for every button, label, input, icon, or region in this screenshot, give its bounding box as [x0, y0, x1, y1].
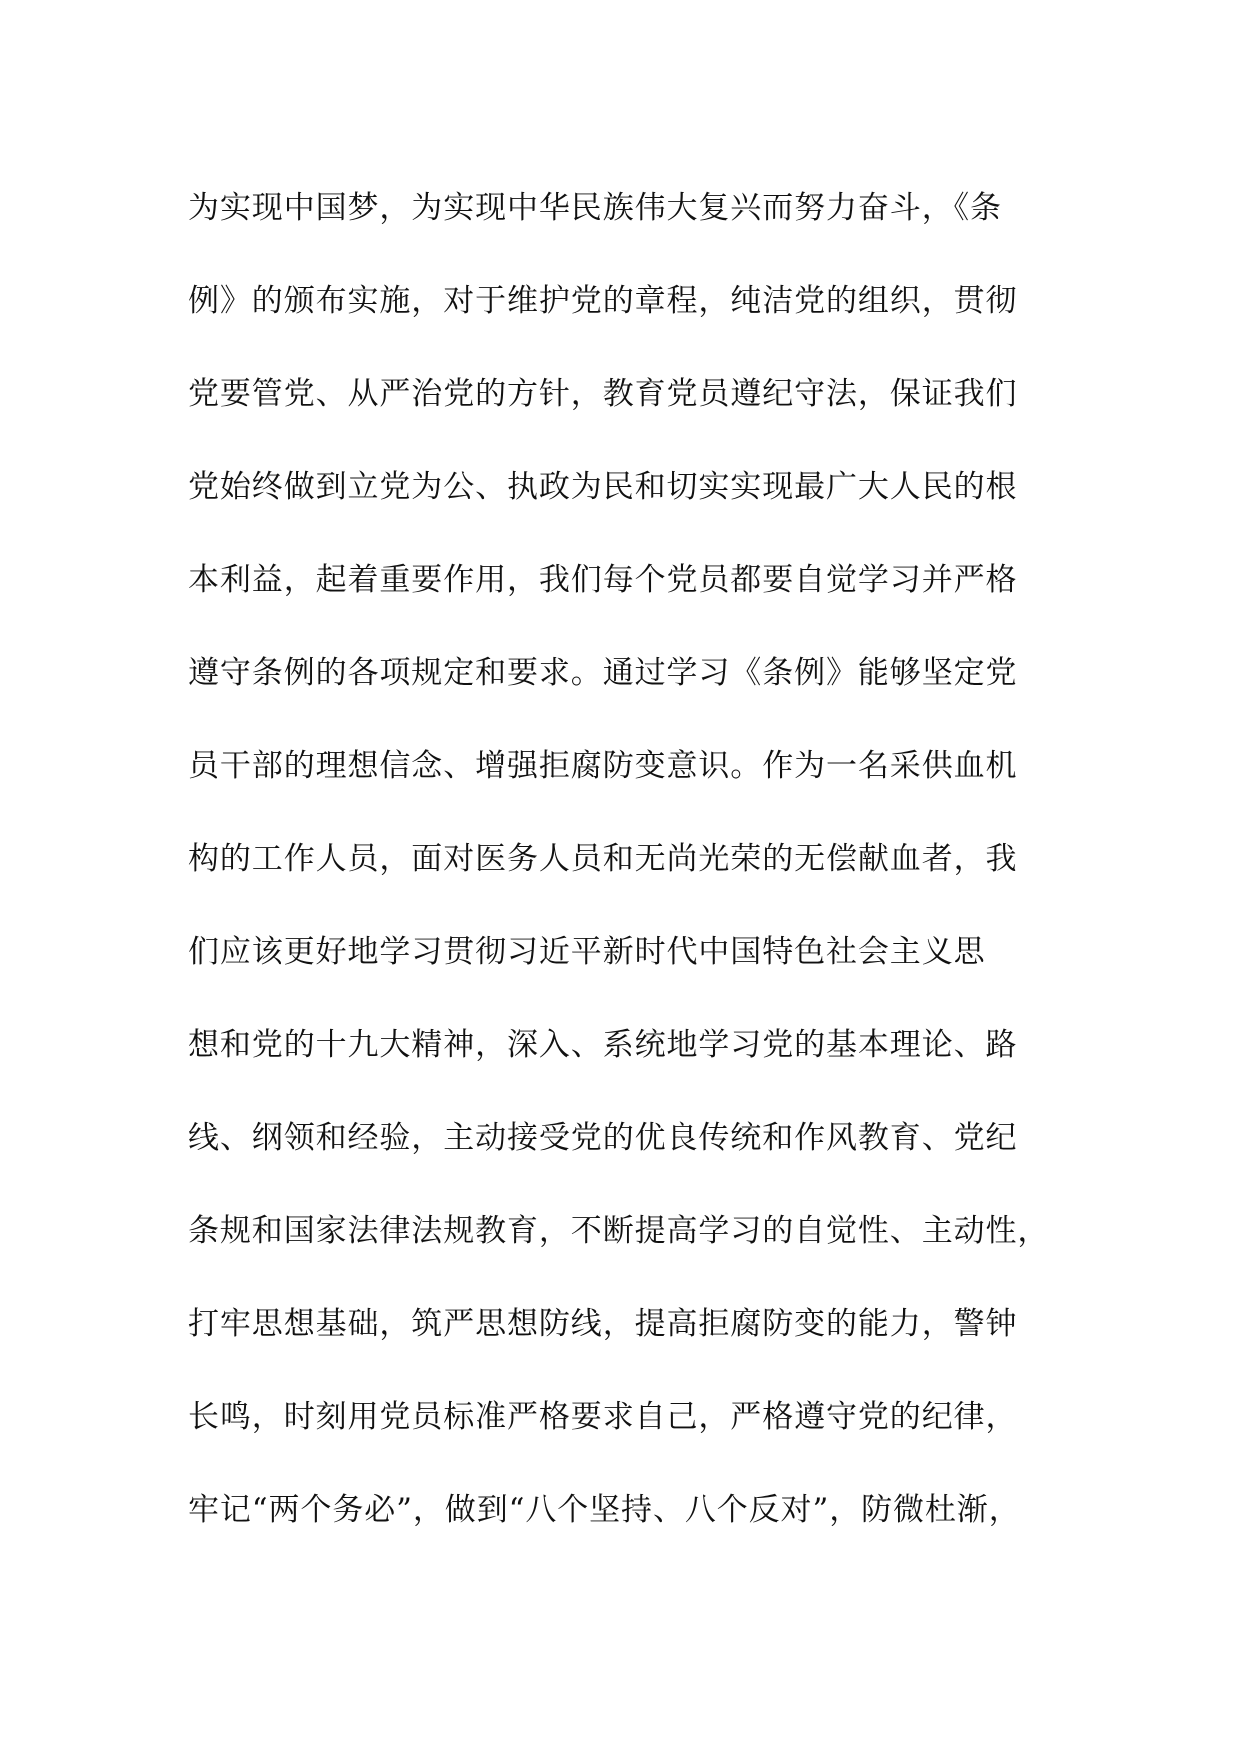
text-line-15: 牢记“两个务必”，做到“八个坚持、八个反对”，防微杜渐， [188, 1492, 1021, 1528]
text-line-2: 例》的颁布实施，对于维护党的章程，纯洁党的组织，贯彻 [188, 283, 1018, 319]
text-line-11: 线、纲领和经验，主动接受党的优良传统和作风教育、党纪 [188, 1120, 1018, 1156]
text-line-7: 员干部的理想信念、增强拒腐防变意识。作为一名采供血机 [188, 748, 1018, 784]
text-line-6: 遵守条例的各项规定和要求。通过学习《条例》能够坚定党 [188, 655, 1018, 691]
text-line-10: 想和党的十九大精神，深入、系统地学习党的基本理论、路 [188, 1027, 1018, 1063]
text-line-14: 长鸣，时刻用党员标准严格要求自己，严格遵守党的纪律， [188, 1399, 1018, 1435]
text-line-8: 构的工作人员，面对医务人员和无尚光荣的无偿献血者，我 [188, 841, 1018, 877]
text-line-4: 党始终做到立党为公、执政为民和切实实现最广大人民的根 [188, 469, 1018, 505]
text-line-5: 本利益，起着重要作用，我们每个党员都要自觉学习并严格 [188, 562, 1018, 598]
text-line-1: 为实现中国梦，为实现中华民族伟大复兴而努力奋斗，《条 [188, 190, 1002, 226]
text-line-9: 们应该更好地学习贯彻习近平新时代中国特色社会主义思 [188, 934, 986, 970]
text-line-13: 打牢思想基础，筑严思想防线，提高拒腐防变的能力，警钟 [188, 1306, 1018, 1342]
body-paragraph [188, 186, 1068, 1532]
text-line-3: 党要管党、从严治党的方针，教育党员遵纪守法，保证我们 [188, 376, 1018, 412]
text-line-12: 条规和国家法律法规教育，不断提高学习的自觉性、主动性， [188, 1213, 1050, 1249]
